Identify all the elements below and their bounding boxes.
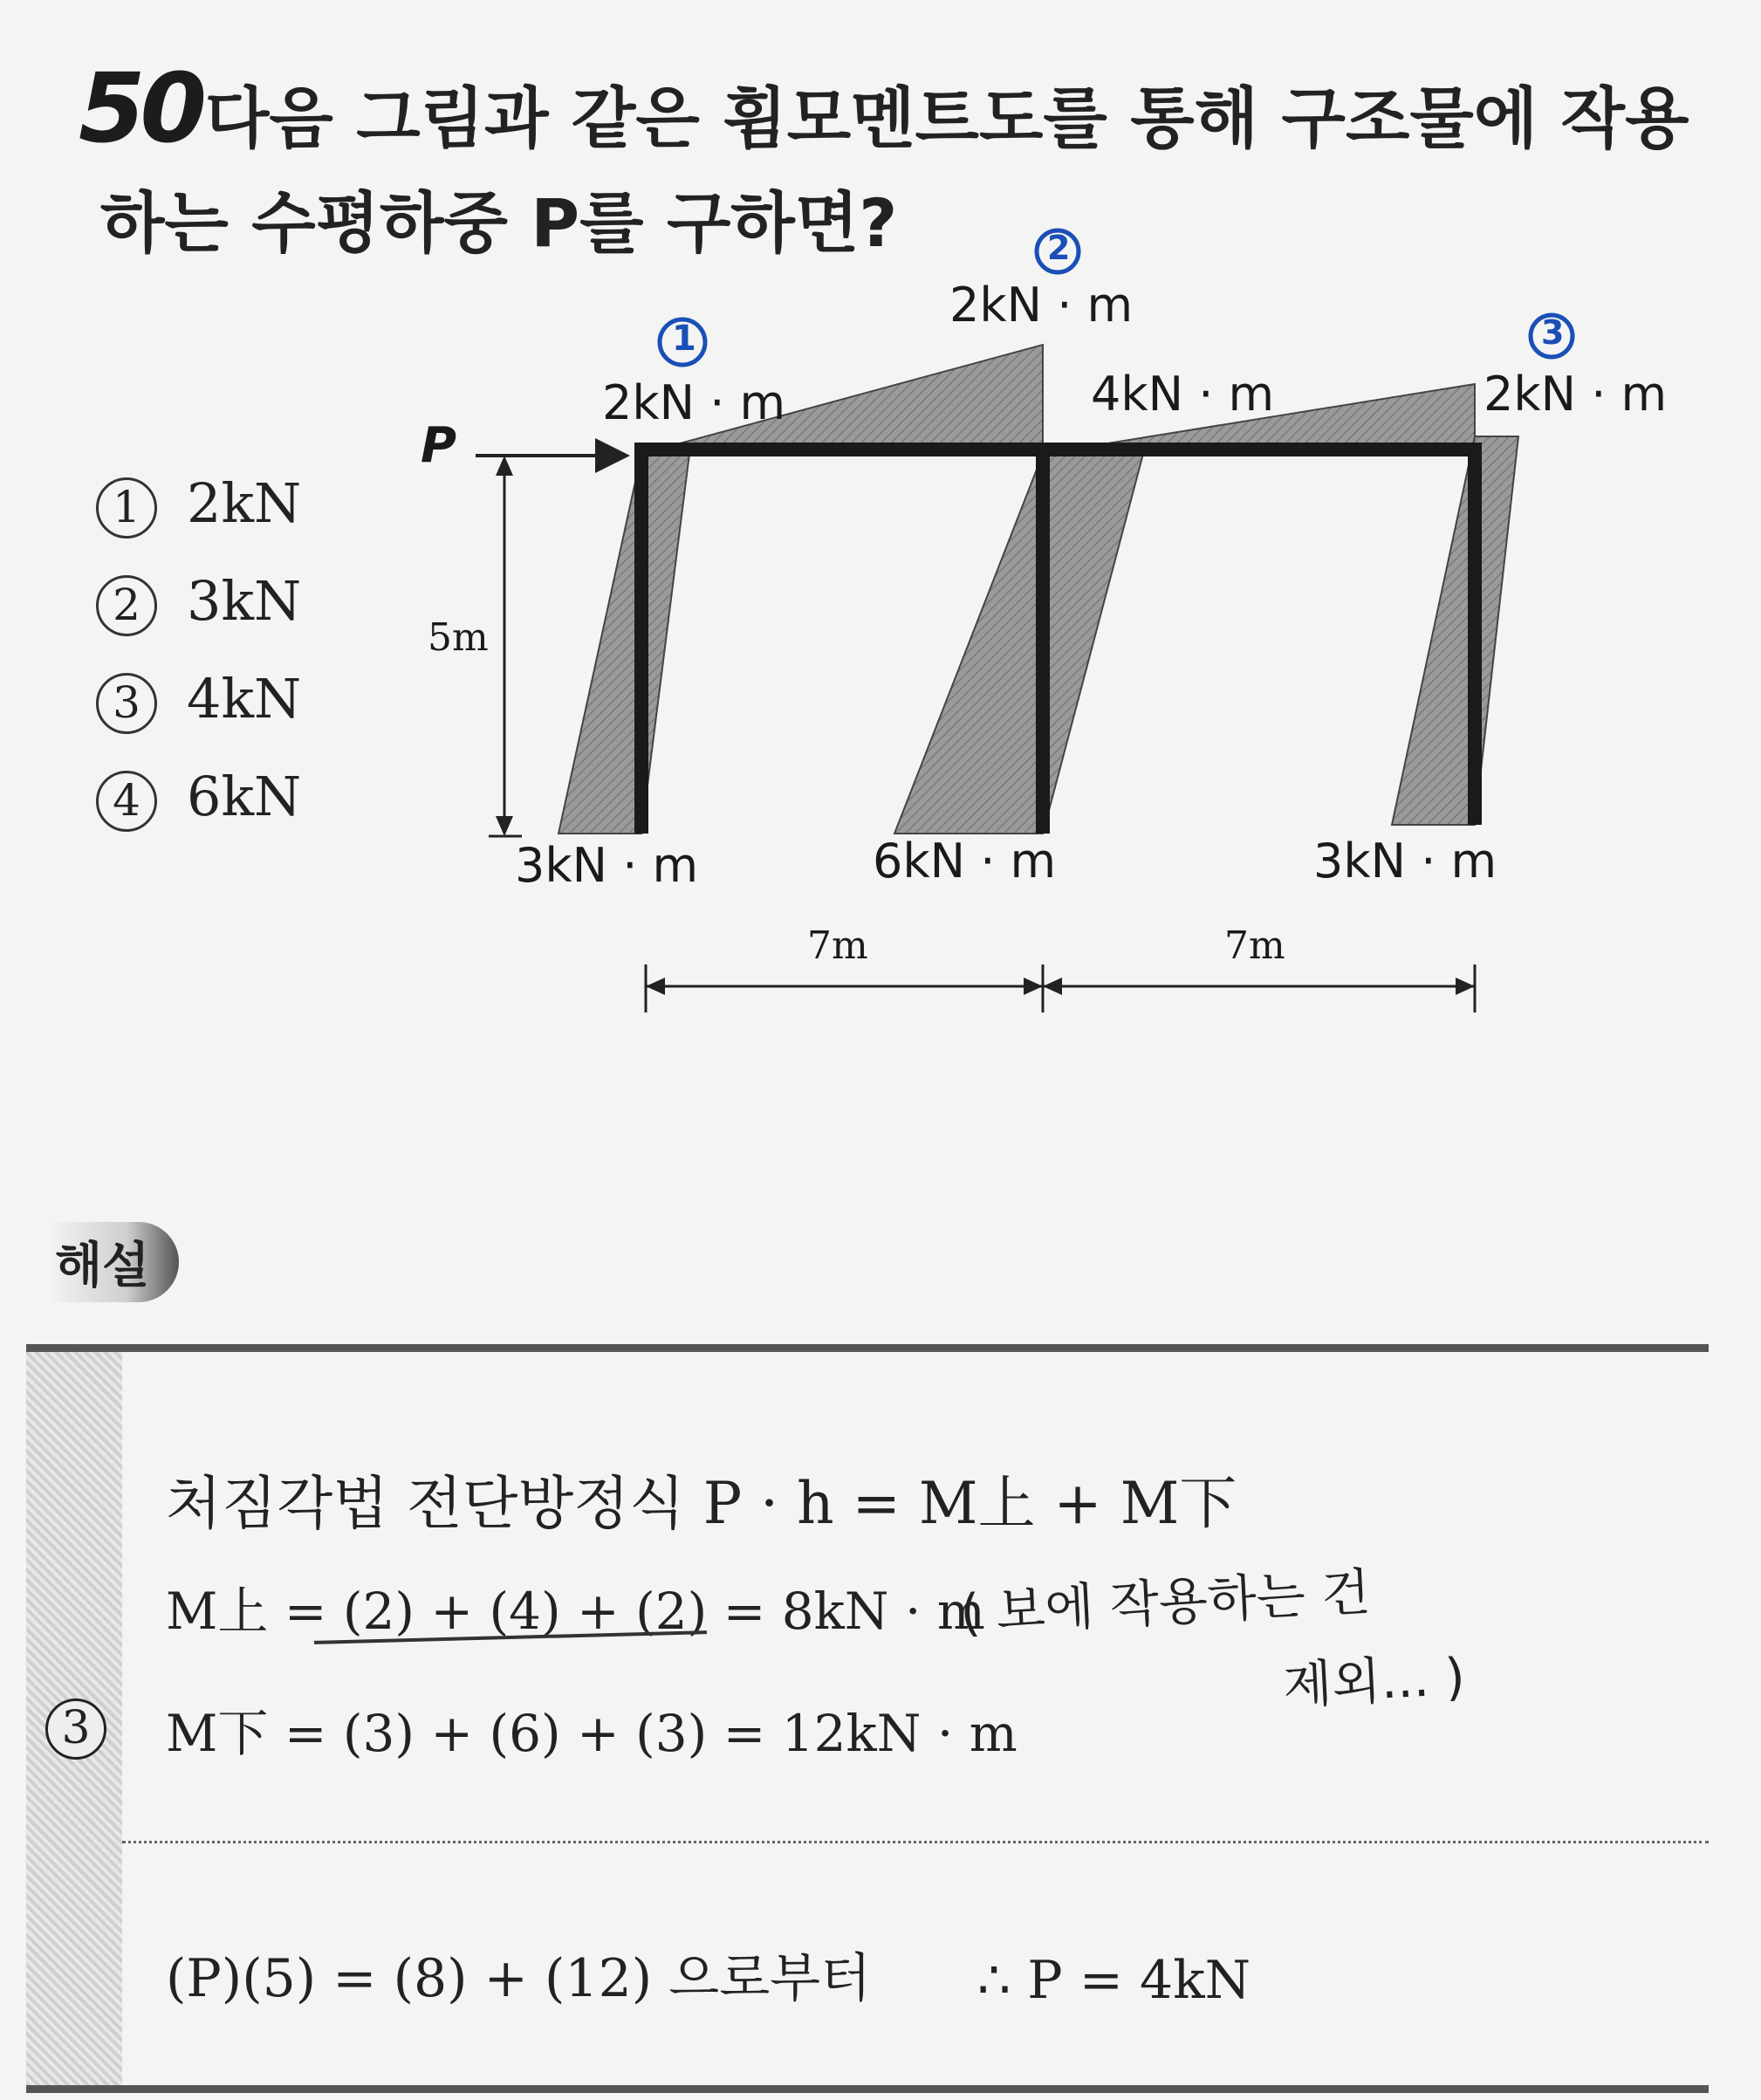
moment-area-right-column [1392, 436, 1518, 825]
moment-beam-right: 4kN · m [1091, 367, 1275, 422]
moment-top-right: 2kN · m [1483, 367, 1668, 422]
choice-text: 4kN [187, 667, 302, 731]
solution-line-2: M上 = (2) + (4) + (2) = 8kN · m [166, 1582, 985, 1641]
question-line-2: 하는 수평하중 P를 구하면? [100, 184, 898, 262]
solution-tag: 해설 [48, 1222, 179, 1302]
choice-text: 3kN [187, 569, 302, 633]
solution-box [26, 1344, 1709, 2093]
moment-bottom-mid: 6kN · m [873, 834, 1057, 889]
span2-label: 7m [1224, 923, 1285, 968]
annot-label-3: 3 [1541, 313, 1565, 352]
question-line-1: 다음 그림과 같은 휨모멘트도를 통해 구조물에 작용 [205, 79, 1689, 157]
solution-line-4-left: (P)(5) = (8) + (12) 으로부터 [166, 1948, 872, 2009]
annot-label-2: 2 [1047, 229, 1071, 267]
annot-label-1: 1 [672, 319, 696, 359]
moment-bottom-right: 3kN · m [1313, 834, 1497, 889]
choice-text: 6kN [187, 765, 302, 828]
height-label: 5m [428, 615, 489, 660]
moment-area-mid-column [894, 454, 1143, 834]
question-number: 50 [79, 52, 202, 164]
choice-mark: 3 [96, 673, 157, 734]
dotted-divider [122, 1841, 1709, 1843]
moment-bottom-left: 3kN · m [515, 838, 699, 893]
choice-mark: 2 [96, 575, 157, 636]
solution-line-1: 처짐각법 전단방정식 P · h = M上 + M下 [166, 1470, 1237, 1537]
solution-line-4-right: ∴ P = 4kN [977, 1950, 1251, 2011]
handwritten-note-1: ( 보에 작용하는 건 [958, 1561, 1372, 1644]
moment-area-left-column [558, 454, 689, 834]
choice-mark: 4 [96, 771, 157, 832]
moment-top-left: 2kN · m [602, 375, 786, 430]
choice-mark: 1 [96, 477, 157, 539]
answer-mark: 3 [45, 1692, 106, 1760]
load-label: P [421, 417, 457, 474]
solution-line-3: M下 = (3) + (6) + (3) = 12kN · m [166, 1704, 1018, 1763]
span1-label: 7m [807, 923, 868, 968]
handwritten-note-2: 제외... ) [1281, 1646, 1467, 1716]
moment-top-mid: 2kN · m [949, 278, 1134, 333]
choice-text: 2kN [187, 471, 302, 535]
